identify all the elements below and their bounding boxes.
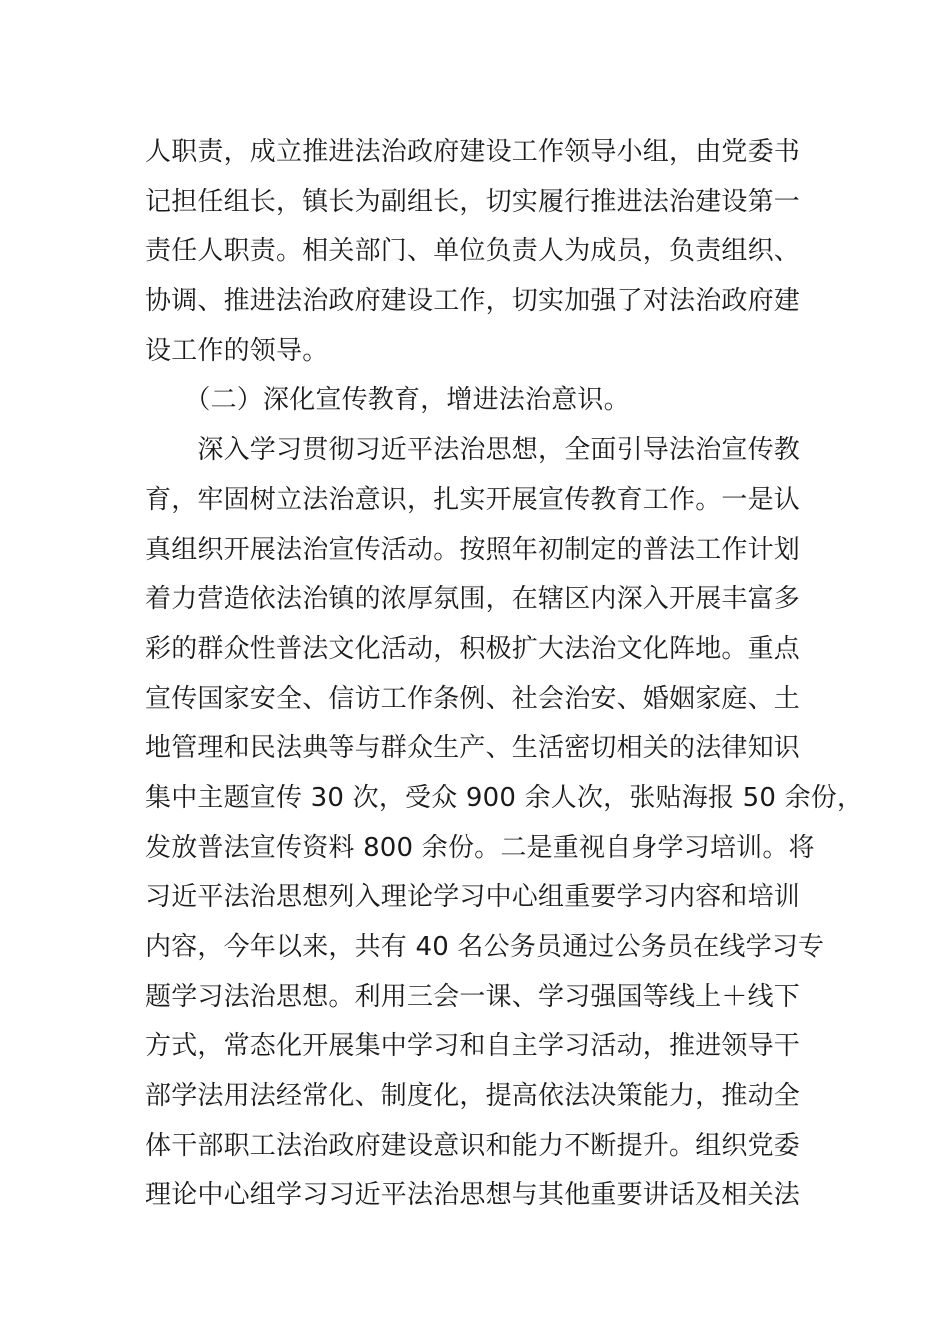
text-line: 真组织开展法治宣传活动。按照年初制定的普法工作计划 <box>145 534 801 565</box>
text-line: 人职责，成立推进法治政府建设工作领导小组，由党委书 <box>145 137 801 167</box>
text-line: 习近平法治思想列入理论学习中心组重要学习内容和培训 <box>145 882 801 913</box>
text-line: 深入学习贯彻习近平法治思想，全面引导法治宣传教 <box>145 435 801 466</box>
text-line: 设工作的领导。 <box>145 335 329 366</box>
text-line: 理论中心组学习习近平法治思想与其他重要讲话及相关法 <box>145 1180 801 1211</box>
text-line: 部学法用法经常化、制度化，提高依法决策能力，推动全 <box>145 1081 801 1112</box>
text-line: 着力营造依法治镇的浓厚氛围，在辖区内深入开展丰富多 <box>145 584 801 615</box>
text-line: 彩的群众性普法文化活动，积极扩大法治文化阵地。重点 <box>145 633 801 664</box>
section-heading: （二）深化宣传教育，增进法治意识。 <box>145 385 630 416</box>
text-line: 记担任组长，镇长为副组长，切实履行推进法治建设第一 <box>145 186 801 217</box>
text-line: 集中主题宣传 30 次，受众 900 余人次，张贴海报 50 余份， <box>145 782 864 813</box>
body-text <box>145 128 864 1221</box>
text-line: 责任人职责。相关部门、单位负责人为成员，负责组织、 <box>145 236 801 267</box>
text-line: 地管理和民法典等与群众生产、生活密切相关的法律知识 <box>145 733 801 764</box>
text-line: 宣传国家安全、信访工作条例、社会治安、婚姻家庭、土 <box>145 683 801 714</box>
text-line: 协调、推进法治政府建设工作，切实加强了对法治政府建 <box>145 286 801 317</box>
text-line: 育，牢固树立法治意识，扎实开展宣传教育工作。一是认 <box>145 484 801 515</box>
text-line: 发放普法宣传资料 800 余份。二是重视自身学习培训。将 <box>145 832 815 863</box>
text-line: 方式，常态化开展集中学习和自主学习活动，推进领导干 <box>145 1031 801 1062</box>
text-line: 内容，今年以来，共有 40 名公务员通过公务员在线学习专 <box>145 932 825 962</box>
text-line: 题学习法治思想。利用三会一课、学习强国等线上＋线下 <box>145 981 801 1012</box>
text-line: 体干部职工法治政府建设意识和能力不断提升。组织党委 <box>145 1130 801 1161</box>
